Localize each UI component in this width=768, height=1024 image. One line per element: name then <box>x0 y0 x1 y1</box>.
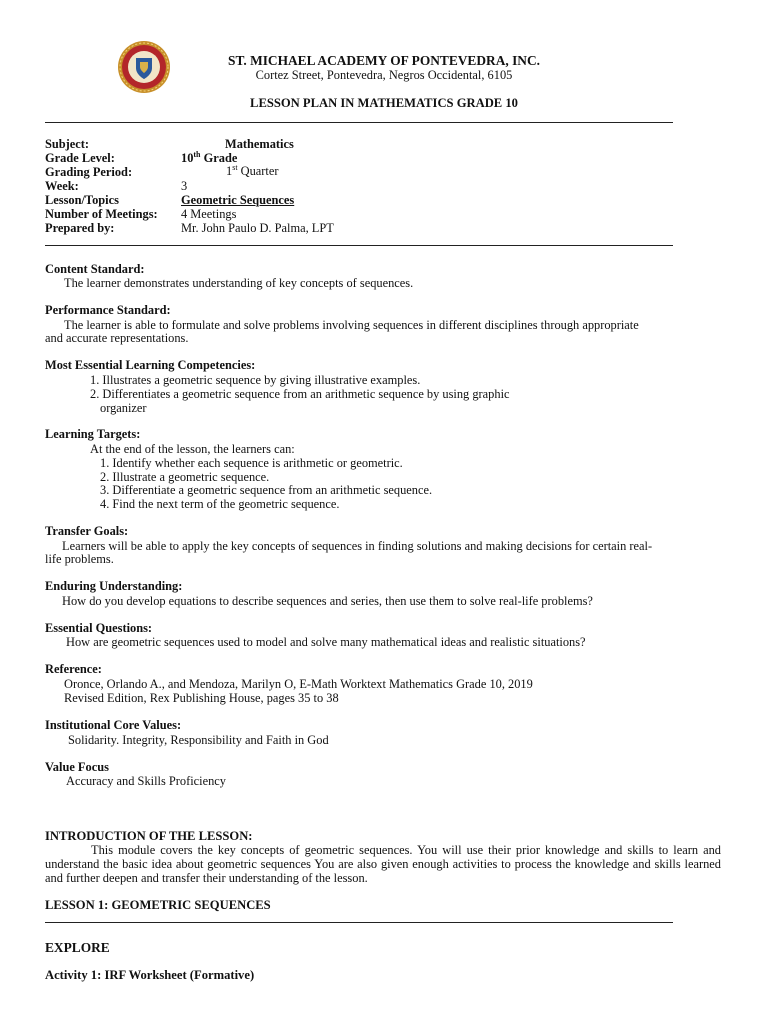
grade-value: 10th Grade <box>181 149 238 165</box>
essential-questions-text: How are geometric sequences used to model and solve many mathematical ideas and realistic situations? <box>66 635 586 649</box>
divider <box>45 122 673 123</box>
enduring-understanding-heading: Enduring Understanding: <box>45 579 183 593</box>
learning-target-item: 4. Find the next term of the geometric sequence. <box>100 497 340 511</box>
topic-label: Lesson/Topics <box>45 193 119 207</box>
grade-label: Grade Level: <box>45 151 115 165</box>
week-label: Week: <box>45 179 79 193</box>
transfer-goals-heading: Transfer Goals: <box>45 524 129 538</box>
performance-standard-line1: The learner is able to formulate and solve problems involving sequences in different disciplines through appropriate <box>64 318 639 332</box>
school-address: Cortez Street, Pontevedra, Negros Occidental, 6105 <box>255 68 513 82</box>
learning-target-item: 2. Illustrate a geometric sequence. <box>100 470 270 484</box>
core-values-text: Solidarity. Integrity, Responsibility and Faith in God <box>68 733 329 747</box>
competencies-heading: Most Essential Learning Competencies: <box>45 358 256 372</box>
value-focus-text: Accuracy and Skills Proficiency <box>66 774 226 788</box>
learning-targets-intro: At the end of the lesson, the learners can: <box>90 442 295 456</box>
reference-heading: Reference: <box>45 662 102 676</box>
meetings-label: Number of Meetings: <box>45 207 158 221</box>
learning-target-item: 3. Differentiate a geometric sequence from an arithmetic sequence. <box>100 483 433 497</box>
school-name: ST. MICHAEL ACADEMY OF PONTEVEDRA, INC. <box>228 53 540 68</box>
prepared-by-value: Mr. John Paulo D. Palma, LPT <box>181 221 334 235</box>
introduction-text: This module covers the key concepts of geometric sequences. You will use their prior knowledge and skills to learn and understand the basic idea about geometric sequences You are also given enough activities to process the knowledge and skills learned and further deepen and transfer their understanding of the lesson. <box>45 843 721 885</box>
learning-target-item: 1. Identify whether each sequence is arithmetic or geometric. <box>100 456 403 470</box>
prepared-by-label: Prepared by: <box>45 221 115 235</box>
divider <box>45 922 673 923</box>
activity-1-heading: Activity 1: IRF Worksheet (Formative) <box>45 968 255 982</box>
grading-period-value: 1st Quarter <box>226 162 279 178</box>
divider <box>45 245 673 246</box>
document-title: LESSON PLAN IN MATHEMATICS GRADE 10 <box>250 96 518 110</box>
subject-value: Mathematics <box>225 137 294 151</box>
explore-heading: EXPLORE <box>45 940 110 955</box>
performance-standard-line2: and accurate representations. <box>45 331 189 345</box>
introduction-heading: INTRODUCTION OF THE LESSON: <box>45 829 253 843</box>
grading-period-label: Grading Period: <box>45 165 133 179</box>
week-value: 3 <box>181 179 188 193</box>
reference-line2: Revised Edition, Rex Publishing House, pages 35 to 38 <box>64 691 339 705</box>
transfer-goals-line2: life problems. <box>45 552 114 566</box>
transfer-goals-line1: Learners will be able to apply the key concepts of sequences in finding solutions and making decisions for certain real- <box>62 539 653 553</box>
learning-targets-heading: Learning Targets: <box>45 427 141 441</box>
lesson-1-heading: LESSON 1: GEOMETRIC SEQUENCES <box>45 898 271 912</box>
content-standard-heading: Content Standard: <box>45 262 145 276</box>
competency-item-continued: organizer <box>100 401 147 415</box>
competency-item: 2. Differentiates a geometric sequence from an arithmetic sequence by using graphic <box>90 387 510 401</box>
topic-value: Geometric Sequences <box>181 193 295 207</box>
reference-line1: Oronce, Orlando A., and Mendoza, Marilyn O, E-Math Worktext Mathematics Grade 10, 2019 <box>64 677 533 691</box>
competency-item: 1. Illustrates a geometric sequence by giving illustrative examples. <box>90 373 421 387</box>
performance-standard-heading: Performance Standard: <box>45 303 171 317</box>
core-values-heading: Institutional Core Values: <box>45 718 182 732</box>
value-focus-heading: Value Focus <box>45 760 109 774</box>
subject-label: Subject: <box>45 137 90 151</box>
content-standard-text: The learner demonstrates understanding of key concepts of sequences. <box>64 276 414 290</box>
meetings-value: 4 Meetings <box>181 207 237 221</box>
enduring-understanding-text: How do you develop equations to describe sequences and series, then use them to solve real-life problems? <box>62 594 593 608</box>
essential-questions-heading: Essential Questions: <box>45 621 153 635</box>
